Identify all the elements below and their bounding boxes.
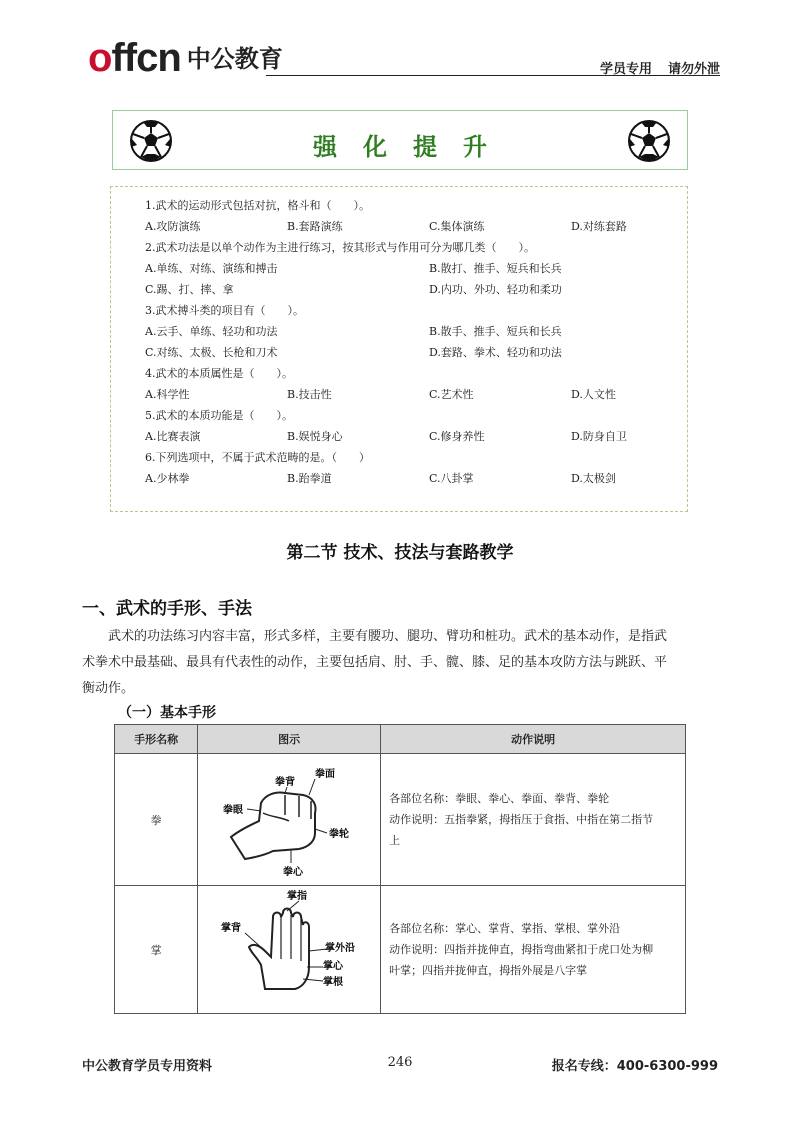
hand-shape-name: 掌 bbox=[115, 886, 198, 1014]
option-b: B.散打、推手、短兵和长兵 bbox=[429, 262, 562, 275]
option-c: C.八卦掌 bbox=[429, 472, 474, 485]
label-palm-outer-edge: 掌外沿 bbox=[325, 943, 356, 954]
section-title: 第二节 技术、技法与套路教学 bbox=[286, 543, 514, 563]
option-a: A.单练、对练、演练和搏击 bbox=[145, 262, 278, 275]
paragraph-line: 武术的功法练习内容丰富，形式多样，主要有腰功、腿功、臂功和桩功。武术的基本动作，是指武 bbox=[82, 629, 668, 644]
label-fist-wheel: 拳轮 bbox=[329, 829, 350, 840]
label-fist-heart: 拳心 bbox=[283, 867, 304, 878]
option-d: D.太极剑 bbox=[571, 472, 616, 485]
hand-shape-table bbox=[114, 724, 686, 1014]
description-line: 上 bbox=[389, 834, 401, 847]
column-header: 手形名称 bbox=[115, 725, 198, 754]
label-palm-root: 掌根 bbox=[323, 977, 344, 988]
section-heading: 一、武术的手形、手法 bbox=[82, 599, 252, 619]
option-a: A.云手、单练、轻功和功法 bbox=[145, 325, 278, 338]
table-row bbox=[115, 754, 686, 886]
option-c: C.修身养性 bbox=[429, 430, 485, 443]
description-cell bbox=[381, 886, 686, 1014]
description-line: 动作说明：五指拳紧，拇指压于食指、中指在第二指节 bbox=[389, 813, 654, 826]
hand-shape-name: 拳 bbox=[115, 754, 198, 886]
palm-illustration bbox=[199, 887, 379, 1009]
column-header: 图示 bbox=[198, 725, 381, 754]
label-fist-back: 拳背 bbox=[275, 777, 296, 788]
question-stem: 4.武术的本质属性是（ ）。 bbox=[145, 367, 293, 380]
option-d: D.防身自卫 bbox=[571, 430, 627, 443]
option-a: A.科学性 bbox=[145, 388, 190, 401]
option-b: B.技击性 bbox=[287, 388, 332, 401]
question-stem: 2.武术功法是以单个动作为主进行练习，按其形式与作用可分为哪几类（ ）。 bbox=[145, 241, 535, 254]
option-a: A.少林拳 bbox=[145, 472, 190, 485]
option-a: A.攻防演练 bbox=[145, 220, 201, 233]
offcn-logo bbox=[88, 36, 283, 80]
footer-hotline: 报名专线：400-6300-999 bbox=[551, 1059, 718, 1074]
paragraph-line: 术拳术中最基础、最具有代表性的动作，主要包括肩、肘、手、髋、膝、足的基本攻防方法与跳跃、平 bbox=[82, 655, 668, 670]
option-b: B.娱悦身心 bbox=[287, 430, 343, 443]
option-d: D.套路、拳术、轻功和功法 bbox=[429, 346, 562, 359]
option-d: D.人文性 bbox=[571, 388, 616, 401]
description-line: 各部位名称：掌心、掌背、掌指、掌根、掌外沿 bbox=[389, 922, 621, 935]
exercise-banner bbox=[112, 110, 688, 170]
paragraph-line: 衡动作。 bbox=[82, 681, 135, 696]
label-palm-fingers: 掌指 bbox=[287, 891, 308, 902]
option-d: D.内功、外功、轻功和柔功 bbox=[429, 283, 562, 296]
logo-latin-text: offcn bbox=[88, 36, 181, 80]
description-line: 叶掌；四指并拢伸直，拇指外展是八字掌 bbox=[389, 964, 588, 977]
option-c: C.集体演练 bbox=[429, 220, 485, 233]
option-b: B.散手、推手、短兵和长兵 bbox=[429, 325, 562, 338]
illustration-cell bbox=[198, 886, 381, 1014]
column-header: 动作说明 bbox=[381, 725, 686, 754]
option-b: B.跆拳道 bbox=[287, 472, 332, 485]
table-header-row bbox=[115, 725, 686, 754]
question-stem: 3.武术搏斗类的项目有（ ）。 bbox=[145, 304, 304, 317]
subheading: （一）基本手形 bbox=[118, 705, 216, 721]
question-stem: 5.武术的本质功能是（ ）。 bbox=[145, 409, 293, 422]
header-tag-students-only: 学员专用 bbox=[599, 62, 652, 77]
option-c: C.踢、打、摔、拿 bbox=[145, 283, 234, 296]
question-stem: 6.下列选项中，不属于武术范畴的是。（ ） bbox=[145, 451, 370, 464]
header-tag-no-leak: 请勿外泄 bbox=[667, 62, 720, 77]
label-palm-heart: 掌心 bbox=[323, 961, 344, 972]
soccer-ball-icon bbox=[627, 119, 671, 163]
illustration-cell bbox=[198, 754, 381, 886]
label-palm-back: 掌背 bbox=[221, 923, 242, 934]
label-fist-eye: 拳眼 bbox=[223, 805, 244, 816]
banner-title: 强化提升 bbox=[313, 132, 513, 161]
logo-chinese-text: 中公教育 bbox=[186, 45, 283, 73]
label-fist-face: 拳面 bbox=[315, 769, 336, 780]
description-cell bbox=[381, 754, 686, 886]
description-line: 各部位名称：拳眼、拳心、拳面、拳背、拳轮 bbox=[389, 792, 610, 805]
option-b: B.套路演练 bbox=[287, 220, 343, 233]
question-stem: 1.武术的运动形式包括对抗，格斗和（ ）。 bbox=[145, 199, 370, 212]
fist-illustration bbox=[199, 755, 379, 881]
exercise-box bbox=[110, 186, 688, 512]
option-d: D.对练套路 bbox=[571, 220, 627, 233]
footer-left-text: 中公教育学员专用资料 bbox=[82, 1059, 213, 1074]
header-tags bbox=[600, 58, 720, 77]
page-number: 246 bbox=[387, 1055, 413, 1070]
option-a: A.比赛表演 bbox=[145, 430, 201, 443]
option-c: C.艺术性 bbox=[429, 388, 474, 401]
description-line: 动作说明：四指并拢伸直，拇指弯曲紧扣于虎口处为柳 bbox=[389, 943, 654, 956]
option-c: C.对练、太极、长枪和刀术 bbox=[145, 346, 278, 359]
table-row bbox=[115, 886, 686, 1014]
